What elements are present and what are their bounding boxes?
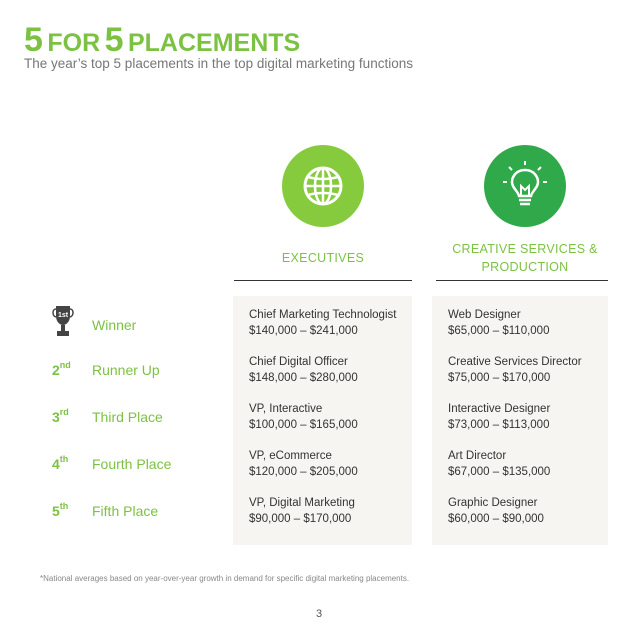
trophy-icon [52,304,74,340]
page-number: 3 [315,608,323,620]
creative-panel [432,296,608,545]
footnote: *National averages based on year-over-year growth in demand for specific digital marketing placements. [40,574,410,583]
role-title: VP, eCommerce [249,450,332,462]
salary-range: $65,000 – $110,000 [448,324,550,337]
list-item [249,402,358,433]
title-number-2: 5 [104,21,124,59]
list-item [249,308,396,339]
rank-row-3 [52,402,222,432]
list-item [448,496,544,527]
rank-digit: 3 [52,409,60,425]
executives-panel [233,296,412,545]
title-word-placements: PLACEMENTS [127,29,301,57]
role-title: Chief Digital Officer [249,356,348,368]
role-title: Interactive Designer [448,403,551,415]
salary-range: $100,000 – $165,000 [249,418,358,431]
rank-number [52,449,68,479]
salary-range: $120,000 – $205,000 [249,465,358,478]
rank-suffix: th [59,501,69,511]
role-title: Art Director [448,450,507,462]
list-item [448,449,550,480]
rank-digit: 2 [52,362,60,378]
executives-heading: EXECUTIVES [281,251,365,265]
rank-row-5 [52,496,222,526]
rank-label-fifth: Fifth Place [92,503,159,519]
salary-range: $67,000 – $135,000 [448,465,551,478]
rank-digit: 5 [52,503,60,519]
rank-row-2 [52,355,222,385]
rank-row-1 [52,310,222,340]
rank-label-third: Third Place [92,409,163,425]
list-item [448,402,550,433]
salary-range: $73,000 – $113,000 [448,418,550,431]
creative-heading-line2: PRODUCTION [481,260,569,274]
lightbulb-icon [497,158,553,214]
globe-icon [301,164,345,208]
rank-label-runner-up: Runner Up [92,362,160,378]
salary-range: $60,000 – $90,000 [448,512,544,525]
rank-number [52,355,71,385]
trophy-text: 1st [57,312,69,319]
executives-divider [234,280,412,281]
salary-range: $90,000 – $170,000 [249,512,352,525]
list-item [249,449,358,480]
rank-suffix: th [59,454,69,464]
role-title: Web Designer [448,309,521,321]
rank-digit: 4 [52,456,60,472]
creative-heading [430,240,620,276]
role-title: Graphic Designer [448,497,538,509]
list-item [249,496,355,527]
salary-range: $148,000 – $280,000 [249,371,358,384]
list-item [448,355,582,386]
rank-suffix: nd [59,360,71,370]
rank-number [52,496,68,526]
rank-row-4 [52,449,222,479]
executives-icon-circle [282,145,364,227]
page-subtitle: The year’s top 5 placements in the top digital marketing functions [24,56,413,71]
rank-number [52,402,69,432]
role-title: Creative Services Director [448,356,582,368]
rank-label-fourth: Fourth Place [92,456,172,472]
salary-range: $140,000 – $241,000 [249,324,358,337]
role-title: VP, Digital Marketing [249,497,355,509]
creative-heading-line1: CREATIVE SERVICES & [452,242,598,256]
list-item [448,308,549,339]
list-item [249,355,358,386]
creative-divider [436,280,608,281]
role-title: Chief Marketing Technologist [249,309,397,321]
rank-label-winner: Winner [92,317,137,333]
creative-icon-circle [484,145,566,227]
role-title: VP, Interactive [249,403,323,415]
salary-range: $75,000 – $170,000 [448,371,551,384]
rank-suffix: rd [59,407,69,417]
title-number-1: 5 [24,21,43,59]
title-word-for: FOR [47,29,101,57]
